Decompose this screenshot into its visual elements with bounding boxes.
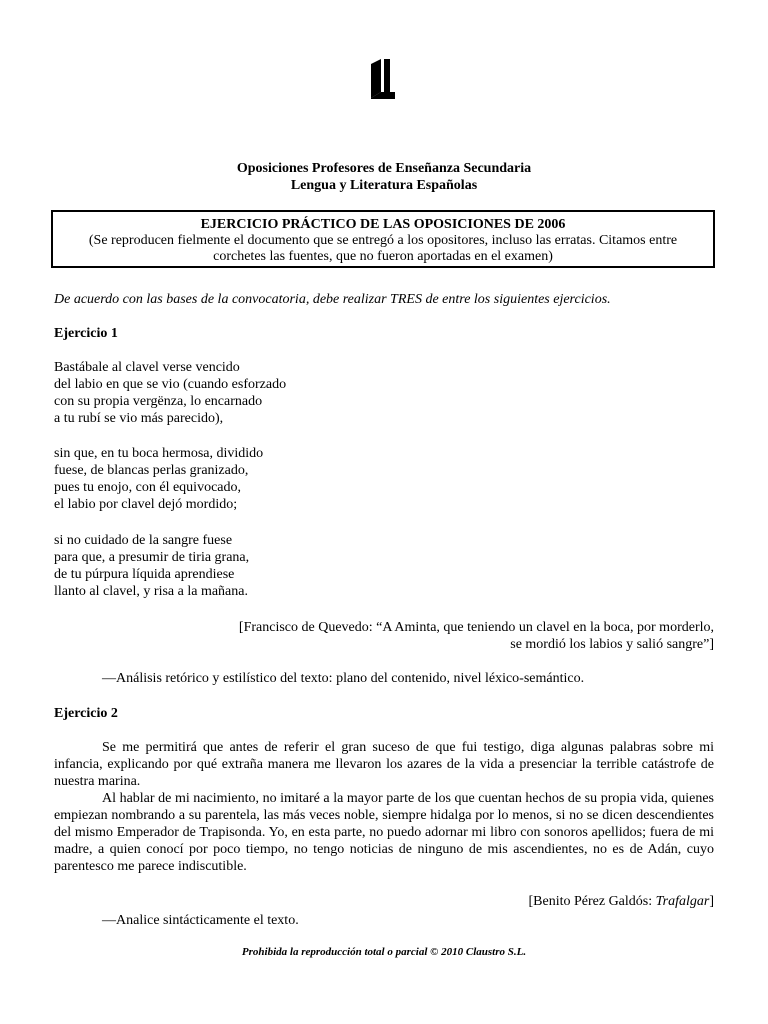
- poem-line: fuese, de blancas perlas granizado,: [54, 463, 249, 478]
- poem-line: sin que, en tu boca hermosa, dividido: [54, 446, 264, 461]
- poem-line: si no cuidado de la sangre fuese: [54, 533, 233, 548]
- poem-line: de tu púrpura líquida aprendiese: [54, 567, 235, 582]
- poem-line: el labio por clavel dejó mordido;: [54, 497, 238, 512]
- poem-line: para que, a presumir de tiria grana,: [54, 550, 250, 565]
- exam-note-line-1: (Se reproducen fielmente el documento que se entregó a los opositores, incluso las erratas. Citamos entre: [88, 233, 678, 248]
- prose-paragraph-2: Al hablar de mi nacimiento, no imitaré a la mayor parte de los que cuentan hechos de su propia vida, quienes empiezan nombrando a su parentela, las más veces noble, siempre hidalga por lo menos, si no se dicen descendientes del mismo Emperador de Trapisonda. Yo, en esta parte, no puedo adornar mi libro con sonoros apellidos; fuera de mi madre, a quien conocí por poco tiempo, no tengo noticias de ninguno de mis ascendientes, no es de Adán, cuyo parentesco me parece indiscutible.: [54, 791, 714, 874]
- source-suffix: ]: [709, 894, 714, 909]
- copyright-footer: Prohibida la reproducción total o parcial © 2010 Claustro S.L.: [241, 946, 527, 958]
- poem-stanza-1: [54, 359, 714, 427]
- exercise-1-heading: Ejercicio 1: [54, 326, 118, 341]
- exercise-2-heading: Ejercicio 2: [54, 706, 118, 721]
- poem-line: con su propia vergënza, lo encarnado: [54, 394, 263, 409]
- source-prefix: [Benito Pérez Galdós:: [528, 894, 656, 909]
- poem-stanza-2: [54, 445, 714, 513]
- exercise-2-task: —Analice sintácticamente el texto.: [102, 913, 299, 928]
- instructions: De acuerdo con las bases de la convocatoria, debe realizar TRES de entre los siguientes ejercicios.: [54, 292, 611, 307]
- exercise-1-source: [54, 619, 714, 653]
- header-line-2: Lengua y Literatura Españolas: [290, 178, 478, 193]
- prose-paragraph-1: Se me permitirá que antes de referir el gran suceso de que fui testigo, diga algunas palabras sobre mi infancia, explicando por qué extraña manera me llevaron los azares de la vida a presenciar la terrible catástrofe de nuestra marina.: [54, 740, 714, 789]
- poem-line: llanto al clavel, y risa a la mañana.: [54, 584, 248, 599]
- poem-line: del labio en que se vio (cuando esforzado: [54, 377, 287, 392]
- document-header: [0, 160, 768, 194]
- exam-title-box: [51, 210, 715, 268]
- exam-title: EJERCICIO PRÁCTICO DE LAS OPOSICIONES DE 2006: [200, 217, 566, 232]
- poem-stanza-3: [54, 532, 714, 600]
- poem-line: a tu rubí se vio más parecido),: [54, 411, 224, 426]
- exam-note-line-2: corchetes las fuentes, que no fueron aportadas en el examen): [213, 249, 553, 264]
- exercise-2-source: [54, 893, 714, 910]
- poem-line: Bastábale al clavel verse vencido: [54, 360, 240, 375]
- poem-line: pues tu enojo, con él equivocado,: [54, 480, 242, 495]
- source-line-2: se mordió los labios y salió sangre”]: [510, 637, 714, 652]
- source-line-1: [Francisco de Quevedo: “A Aminta, que teniendo un clavel en la boca, por morderlo,: [238, 620, 714, 635]
- exercise-1-task: —Análisis retórico y estilístico del texto: plano del contenido, nivel léxico-semántico.: [102, 671, 585, 686]
- source-title: Trafalgar: [655, 894, 710, 909]
- publisher-logo-icon: [369, 58, 397, 100]
- header-line-1: Oposiciones Profesores de Enseñanza Secundaria: [236, 161, 532, 176]
